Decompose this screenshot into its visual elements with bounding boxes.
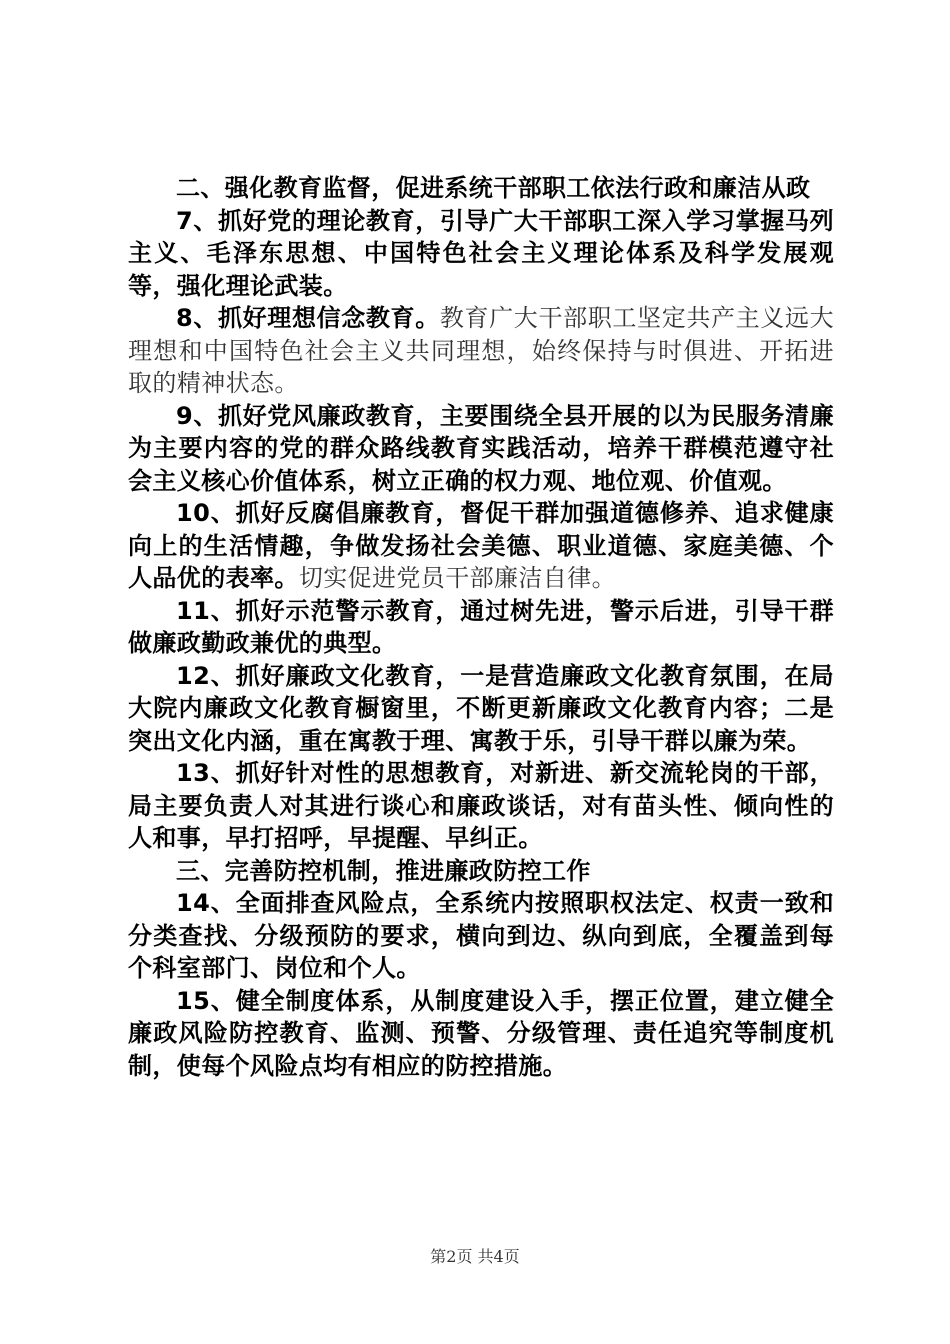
paragraph-text: 14、全面排查风险点，全系统内按照职权法定、权责一致和分类查找、分级预防的要求，横向到边、纵向到底，全覆盖到每个科室部门、岗位和个人。 [128, 889, 834, 982]
paragraph-item-11 [128, 595, 834, 660]
paragraph-item-13 [128, 757, 834, 855]
paragraph-text-light: 教育广大干部职工坚定共产主义远大理想和中国特色社会主义共同理想，始终保持与时俱进、开拓进取的精神状态。 [128, 304, 834, 397]
paragraph-item-7 [128, 205, 834, 303]
paragraph-text: 11、抓好示范警示教育，通过树先进，警示后进，引导干群做廉政勤政兼优的典型。 [128, 596, 834, 657]
section-heading-3 [128, 855, 834, 888]
paragraph-text-light: 切实促进党员干部廉洁自律。 [298, 564, 617, 592]
paragraph-text: 7、抓好党的理论教育，引导广大干部职工深入学习掌握马列主义、毛泽东思想、中国特色社会主义理论体系及科学发展观等，强化理论武装。 [128, 206, 834, 300]
paragraph-item-9 [128, 400, 834, 498]
section-heading-2 [128, 172, 834, 205]
paragraph-text: 三、完善防控机制，推进廉政防控工作 [176, 856, 591, 885]
paragraph-item-14 [128, 887, 834, 985]
page-number-footer: 第2页 共4页 [430, 1247, 520, 1266]
paragraph-text: 9、抓好党风廉政教育，主要围绕全县开展的以为民服务清廉为主要内容的党的群众路线教育实践活动，培养干群模范遵守社会主义核心价值体系，树立正确的权力观、地位观、价值观。 [128, 401, 834, 495]
paragraph-text: 13、抓好针对性的思想教育，对新进、新交流轮岗的干部，局主要负责人对其进行谈心和廉政谈话，对有苗头性、倾向性的人和事，早打招呼，早提醒、早纠正。 [128, 759, 834, 852]
paragraph-item-15 [128, 985, 834, 1083]
document-body [128, 172, 834, 1082]
paragraph-text: 8、抓好理想信念教育。 [176, 304, 440, 332]
paragraph-text: 12、抓好廉政文化教育，一是营造廉政文化教育氛围，在局大院内廉政文化教育橱窗里，不断更新廉政文化教育内容；二是突出文化内涵，重在寓教于理、寓教于乐，引导干群以廉为荣。 [128, 661, 834, 755]
paragraph-text: 二、强化教育监督，促进系统干部职工依法行政和廉洁从政 [176, 174, 811, 202]
paragraph-item-12 [128, 660, 834, 758]
paragraph-item-10 [128, 497, 834, 595]
paragraph-text: 15、健全制度体系，从制度建设入手，摆正位置，建立健全廉政风险防控教育、监测、预警、分级管理、责任追究等制度机制，使每个风险点均有相应的防控措施。 [128, 986, 834, 1080]
paragraph-item-8 [128, 302, 834, 400]
paragraph-text: 10、抓好反腐倡廉教育，督促干群加强道德修养、追求健康向上的生活情趣，争做发扬社会美德、职业道德、家庭美德、个人品优的表率。 [128, 499, 834, 592]
